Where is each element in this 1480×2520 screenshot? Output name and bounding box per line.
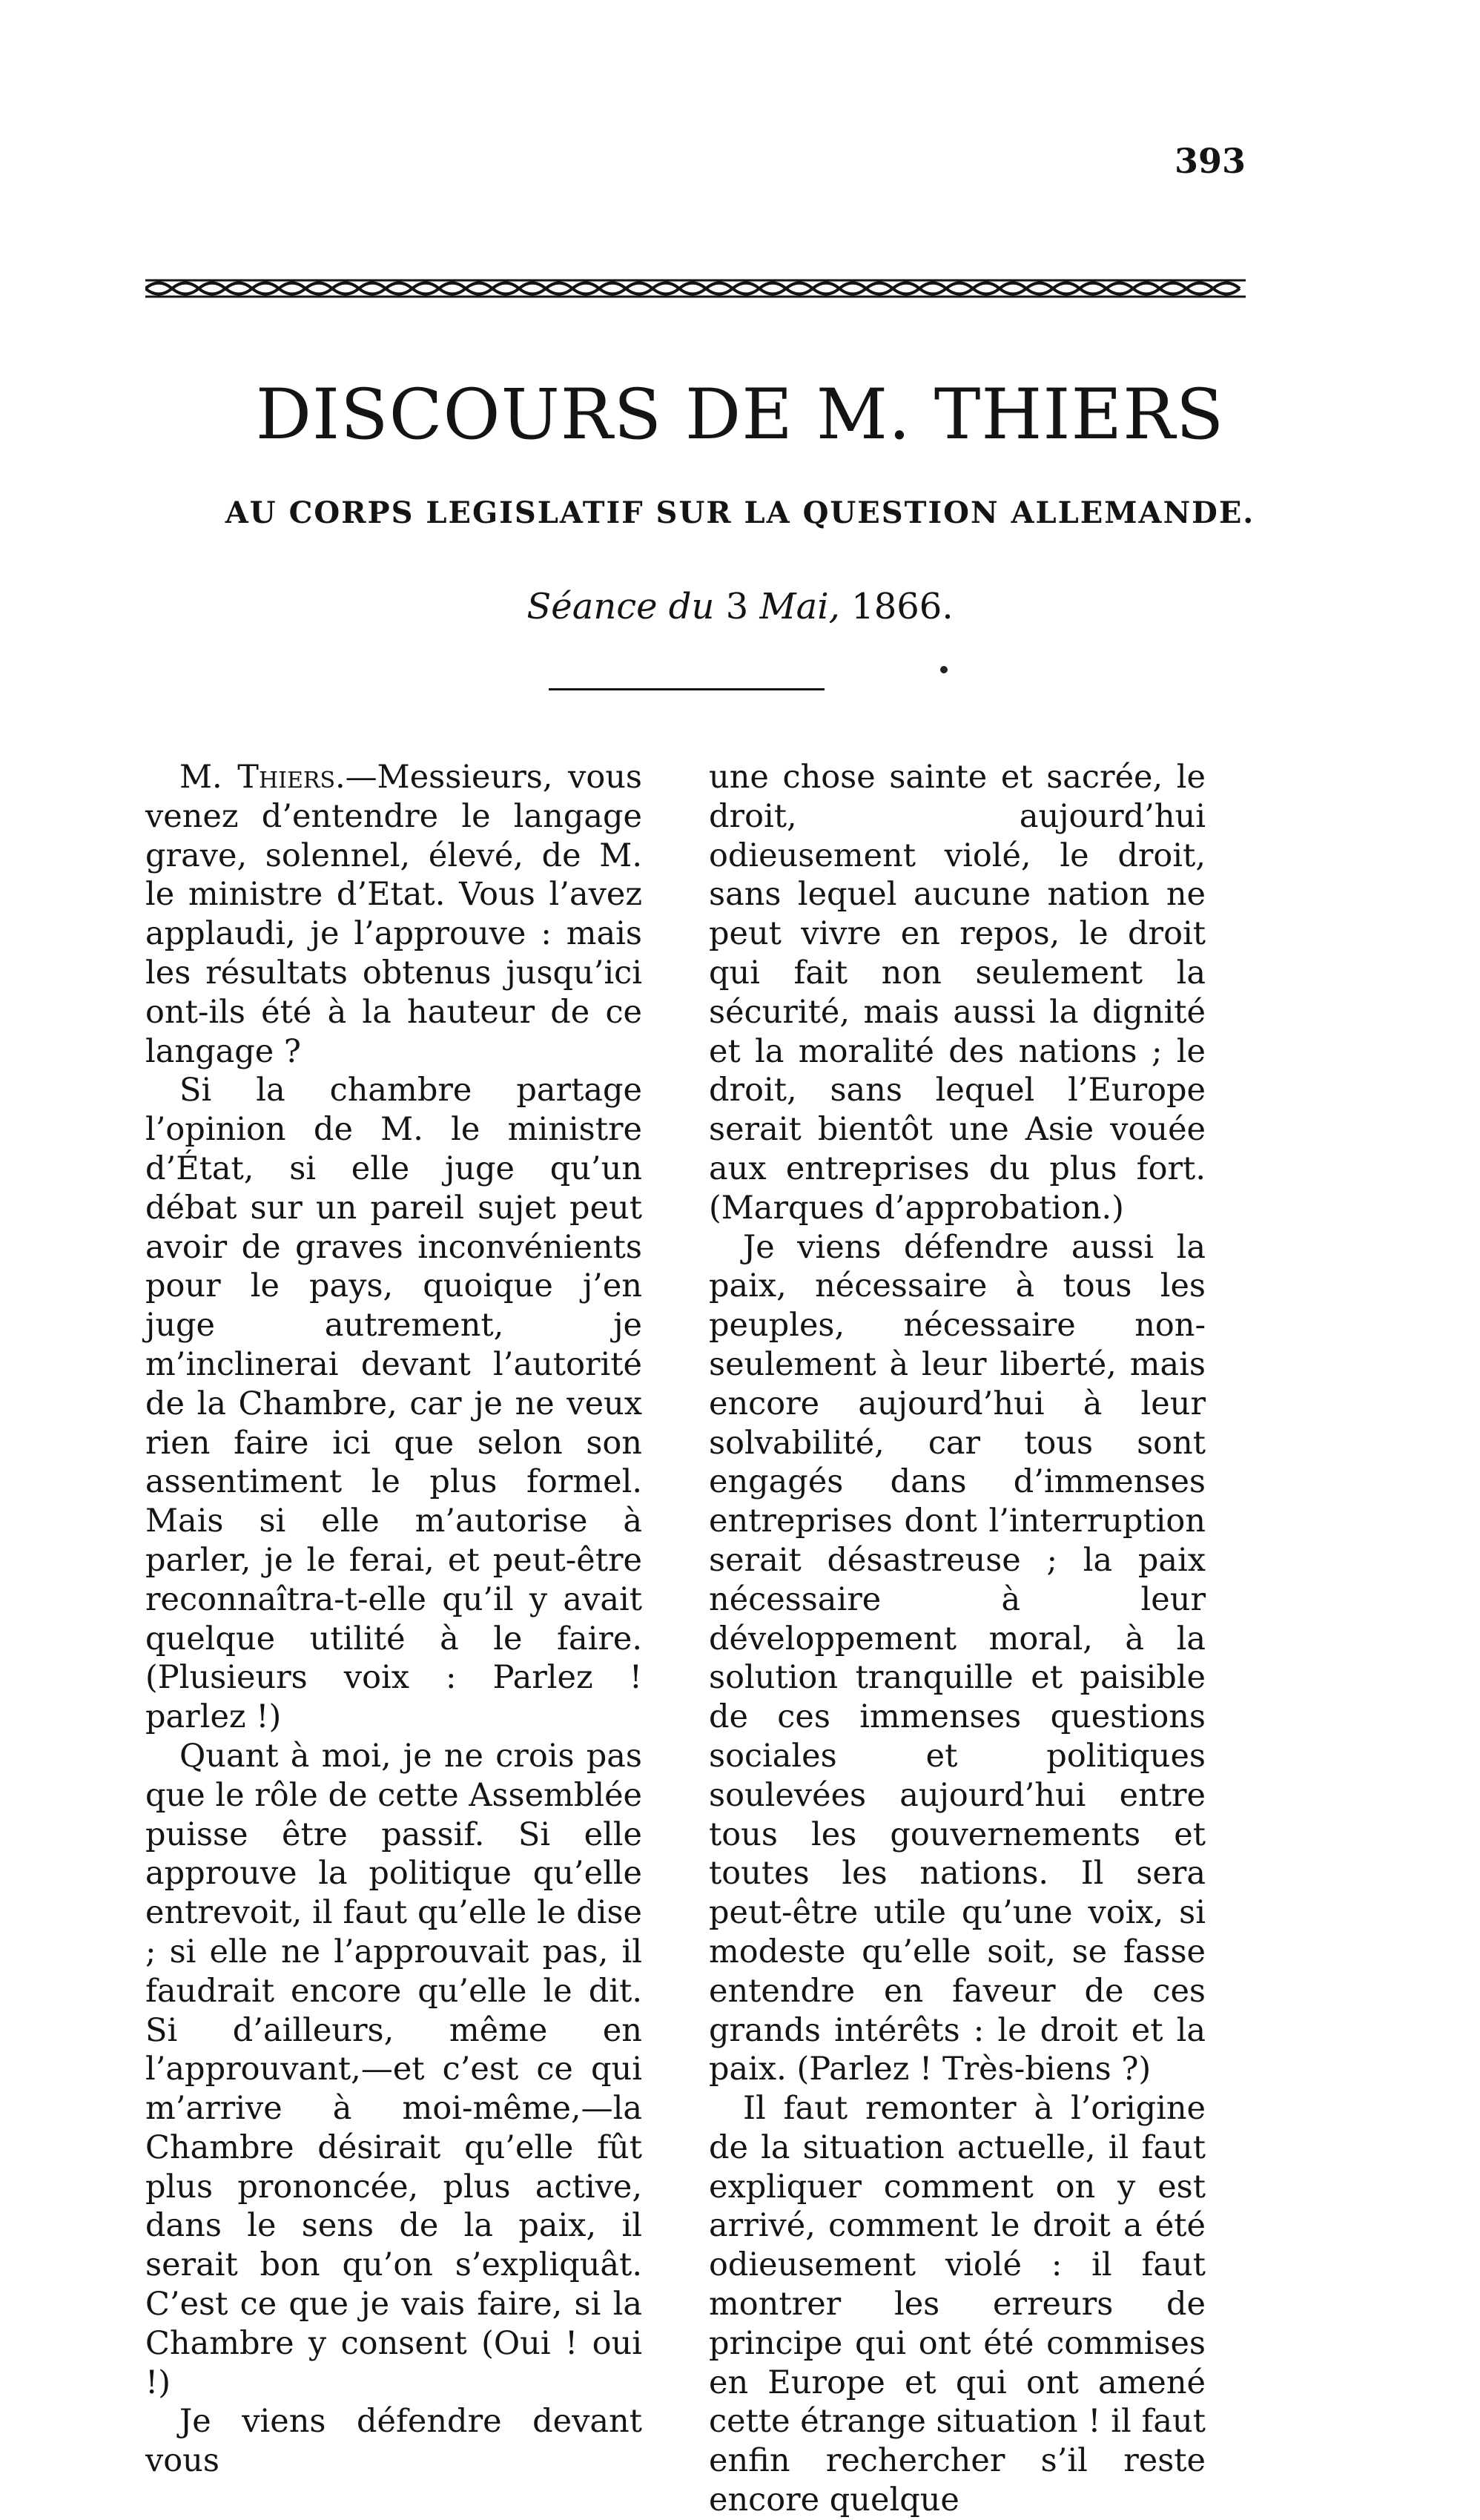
left-column (145, 758, 642, 2481)
session-year: 1866. (851, 586, 954, 627)
paragraph: Je viens défendre aussi la paix, nécessaire à tous les peuples, nécessaire non-seulement à leur liberté, mais encore aujourd’hui à leur solvabilité, car tous sont engagés dans d’immenses entreprises dont l’interruption serait désastreuse ; la paix nécessaire à leur développement moral, à la solution tranquille et paisible de ces immenses questions sociales et politiques soulevées aujourd’hui entre tous les gouvernements et toutes les nations. Il sera peut-être utile qu’une voix, si modeste qu’elle soit, se fasse entendre en faveur de ces grands intérêts : le droit et la paix. (Parlez ! Très-biens ?) (709, 1228, 1206, 2088)
page-number: 393 (1174, 141, 1246, 181)
paragraph: Je viens défendre devant vous (145, 2403, 642, 2480)
session-month: Mai, (759, 586, 840, 627)
paragraph: Quant à moi, je ne crois pas que le rôle de cette Assemblée puisse être passif. Si elle approuve la politique qu’elle entrevoit, il faut qu’elle le dise ; si elle ne l’approuvait pas, il faudrait encore qu’elle le dit. Si d’ailleurs, même en l’approuvant,—et c’est ce qui m’arrive à moi-même,—la Chambre désirait qu’elle fût plus prononcée, plus active, dans le sens de la paix, il serait bon qu’on s’expliquât. C’est ce que je vais faire, si la Chambre y consent (Oui ! oui !) (145, 1737, 642, 2401)
session-date (0, 586, 1480, 627)
paragraph: une chose sainte et sacrée, le droit, aujourd’hui odieusement violé, le droit, sans lequel aucune nation ne peut vivre en repos, le droit qui fait non seulement la sécurité, mais aussi la dignité et la moralité des nations ; le droit, sans lequel l’Europe serait bientôt une Asie vouée aux entreprises du plus fort. (Marques d’approbation.) (709, 759, 1206, 1227)
paragraph: Il faut remonter à l’origine de la situation actuelle, il faut expliquer comment on y est arrivé, comment le droit a été odieusement violé : il faut montrer les erreurs de principe qui ont été commises en Europe et qui ont amené cette étrange situation ! il faut enfin rechercher s’il reste encore quelque (709, 2090, 1206, 2519)
paragraph: Si la chambre partage l’opinion de M. le ministre d’État, si elle juge qu’un débat sur un pareil sujet peut avoir de graves inconvénients pour le pays, quoique j’en juge autrement, je m’inclinerai devant l’autorité de la Chambre, car je ne veux rien faire ici que selon son assentiment le plus formel. Mais si elle m’autorise à parler, je le ferai, et peut-être reconnaîtra-t-elle qu’il y avait quelque utilité à le faire. (Plusieurs voix : Parlez ! parlez !) (145, 1072, 642, 1736)
speaker-name: M. Thiers (179, 759, 336, 796)
ornamental-rule (145, 276, 1246, 301)
paragraph (145, 758, 642, 1071)
title-divider (549, 688, 825, 690)
page-subtitle: AU CORPS LEGISLATIF SUR LA QUESTION ALLEMANDE. (225, 495, 1255, 530)
page-title: DISCOURS DE M. THIERS (255, 375, 1225, 455)
right-column (709, 758, 1206, 2520)
session-label: Séance du (526, 586, 715, 627)
paragraph-text: .—Messieurs, vous venez d’entendre le langage grave, solennel, élevé, de M. le ministre d’Etat. Vous l’avez applaudi, je l’approuve : mais les résultats obtenus jusqu’ici ont-ils été à la hauteur de ce langage ? (145, 759, 642, 1070)
print-mark (940, 666, 948, 673)
session-day: 3 (725, 586, 749, 627)
